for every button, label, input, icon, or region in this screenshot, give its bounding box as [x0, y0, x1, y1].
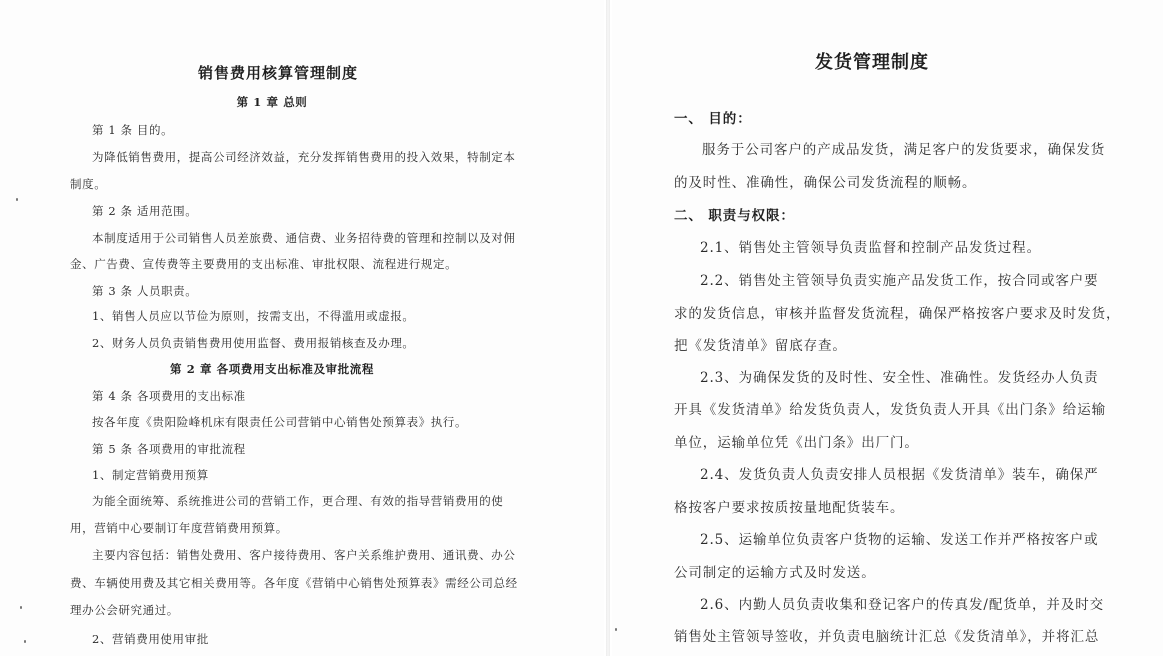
paragraph-line: 2、营销费用使用审批 — [92, 632, 209, 646]
paragraph-line: 单位，运输单位凭《出门条》出厂门。 — [674, 435, 919, 451]
paragraph-line: 销售处主管领导签收，并负责电脑统计汇总《发货清单》，并将汇总 — [674, 629, 1100, 645]
paragraph-line: 服务于公司客户的产成品发货，满足客户的发货要求，确保发货 — [702, 142, 1106, 158]
paragraph-line: 金、广告费、宣传费等主要费用的支出标准、审批权限、流程进行规定。 — [70, 257, 458, 271]
scan-speck — [24, 640, 26, 643]
paragraph-line: 本制度适用于公司销售人员差旅费、通信费、业务招待费的管理和控制以及对佣 — [92, 231, 516, 245]
right-page-title: 发货管理制度 — [815, 52, 929, 73]
paragraph-line: 为能全面统筹、系统推进公司的营销工作，更合理、有效的指导营销费用的使 — [92, 494, 504, 508]
paragraph-line: 2.6、内勤人员负责收集和登记客户的传真发/配货单，并及时交 — [700, 597, 1105, 613]
paragraph-line: 2.3、为确保发货的及时性、安全性、准确性。发货经办人负责 — [700, 370, 1099, 386]
paragraph-line: 2.4、发货负责人负责安排人员根据《发货清单》装车，确保严 — [700, 467, 1099, 483]
paragraph-line: 把《发货清单》留底存查。 — [674, 338, 847, 354]
section-1-heading: 一、 目的： — [674, 111, 752, 127]
section-2-heading: 二、 职责与权限： — [674, 208, 795, 224]
paragraph-line: 按各年度《贵阳险峰机床有限责任公司营销中心销售处预算表》执行。 — [92, 415, 468, 429]
paragraph-line: 为降低销售费用，提高公司经济效益，充分发挥销售费用的投入效果，特制定本 — [92, 150, 516, 164]
scan-speck — [16, 198, 18, 201]
paragraph-line: 2.5、运输单位负责客户货物的运输、发送工作并严格按客户或 — [700, 532, 1099, 548]
article-2-heading: 第 2 条 适用范围。 — [92, 204, 198, 218]
paragraph-line: 公司制定的运输方式及时发送。 — [674, 565, 876, 581]
article-3-heading: 第 3 条 人员职责。 — [92, 284, 198, 298]
paragraph-line: 费、车辆使用费及其它相关费用等。各年度《营销中心销售处预算表》需经公司总经 — [70, 576, 518, 590]
left-page-title: 销售费用核算管理制度 — [197, 64, 358, 82]
paragraph-line: 理办公会研究通过。 — [70, 603, 179, 617]
paragraph-line: 的及时性、准确性，确保公司发货流程的顺畅。 — [674, 175, 977, 191]
paragraph-line: 求的发货信息，审核并监督发货流程，确保严格按客户要求及时发货， — [674, 306, 1121, 322]
paragraph-line: 主要内容包括：销售处费用、客户接待费用、客户关系维护费用、通讯费、办公 — [92, 548, 516, 562]
article-5-heading: 第 5 条 各项费用的审批流程 — [92, 442, 246, 456]
paragraph-line: 制度。 — [70, 177, 107, 191]
paragraph-line: 格按客户要求按质按量地配货装车。 — [674, 500, 905, 516]
page-divider — [606, 0, 610, 656]
right-document-page — [612, 0, 1163, 656]
paragraph-line: 2、财务人员负责销售费用使用监督、费用报销核查及办理。 — [92, 336, 415, 350]
chapter-2-heading: 第 2 章 各项费用支出标准及审批流程 — [170, 362, 374, 376]
paragraph-line: 开具《发货清单》给发货负责人，发货负责人开具《出门条》给运输 — [674, 402, 1106, 418]
scan-speck — [615, 628, 617, 631]
chapter-1-heading: 第 1 章 总则 — [236, 95, 308, 109]
scan-speck — [20, 606, 22, 609]
article-1-heading: 第 1 条 目的。 — [92, 123, 174, 137]
paragraph-line: 2.2、销售处主管领导负责实施产品发货工作，按合同或客户要 — [700, 273, 1099, 289]
article-4-heading: 第 4 条 各项费用的支出标准 — [92, 389, 246, 403]
paragraph-line: 2.1、销售处主管领导负责监督和控制产品发货过程。 — [700, 240, 1041, 256]
paragraph-line: 用，营销中心要制订年度营销费用预算。 — [70, 521, 288, 535]
paragraph-line: 1、销售人员应以节俭为原则，按需支出，不得滥用或虚报。 — [92, 309, 415, 323]
paragraph-line: 1、制定营销费用预算 — [92, 468, 209, 482]
